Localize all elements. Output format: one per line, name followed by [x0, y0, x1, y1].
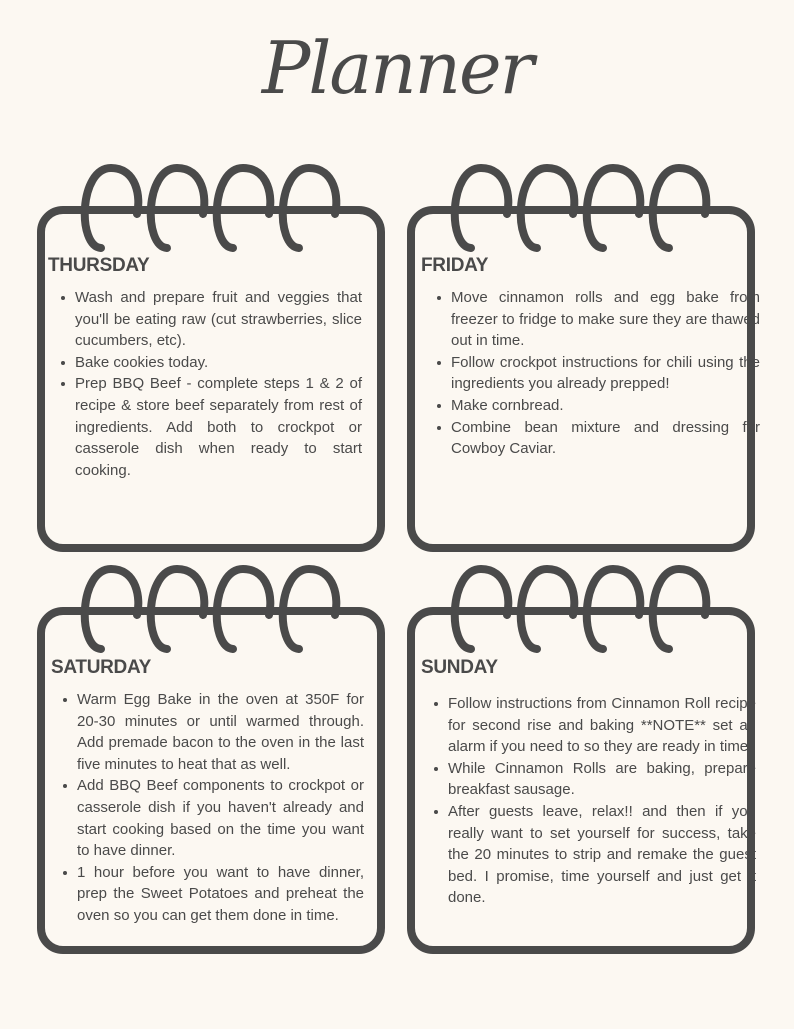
day-heading-friday: FRIDAY: [421, 255, 489, 276]
day-heading-saturday: SATURDAY: [51, 657, 152, 678]
task-item: Follow crockpot instructions for chili using the ingredients you already prepped!: [451, 352, 760, 395]
task-item: Add BBQ Beef components to crockpot or casserole dish if you haven't already and start cooking based on the time you want to have dinner.: [77, 775, 364, 861]
task-list-saturday: [55, 689, 364, 927]
page-title: Planner: [261, 26, 533, 110]
task-item: Bake cookies today.: [75, 352, 362, 374]
task-item: Combine bean mixture and dressing for Cowboy Caviar.: [451, 417, 760, 460]
task-item: Make cornbread.: [451, 395, 760, 417]
task-item: Prep BBQ Beef - complete steps 1 & 2 of recipe & store beef separately from rest of ingredients. Add both to crockpot or casserole dish when ready to start cooking.: [75, 373, 362, 481]
spiral-binding-icon: [407, 150, 755, 270]
task-item: Follow instructions from Cinnamon Roll recipe for second rise and baking **NOTE** set an alarm if you need to so they are ready in time.: [448, 693, 756, 758]
task-list-friday: [429, 287, 760, 460]
day-heading-sunday: SUNDAY: [421, 657, 498, 678]
task-item: After guests leave, relax!! and then if you really want to set yourself for success, take the 20 minutes to strip and remake the guest bed. I promise, time yourself and just get it done.: [448, 801, 756, 909]
task-list-sunday: [426, 693, 756, 909]
task-item: 1 hour before you want to have dinner, prep the Sweet Potatoes and preheat the oven so you can get them done in time.: [77, 862, 364, 927]
task-item: While Cinnamon Rolls are baking, prepare breakfast sausage.: [448, 758, 756, 801]
task-item: Move cinnamon rolls and egg bake from freezer to fridge to make sure they are thawed out in time.: [451, 287, 760, 352]
spiral-binding-icon: [37, 551, 385, 671]
day-heading-thursday: THURSDAY: [48, 255, 150, 276]
task-item: Wash and prepare fruit and veggies that you'll be eating raw (cut strawberries, slice cucumbers, etc).: [75, 287, 362, 352]
task-item: Warm Egg Bake in the oven at 350F for 20-30 minutes or until warmed through. Add premade bacon to the oven in the last five minutes to heat that as well.: [77, 689, 364, 775]
task-list-thursday: [53, 287, 362, 481]
spiral-binding-icon: [407, 551, 755, 671]
spiral-binding-icon: [37, 150, 385, 270]
